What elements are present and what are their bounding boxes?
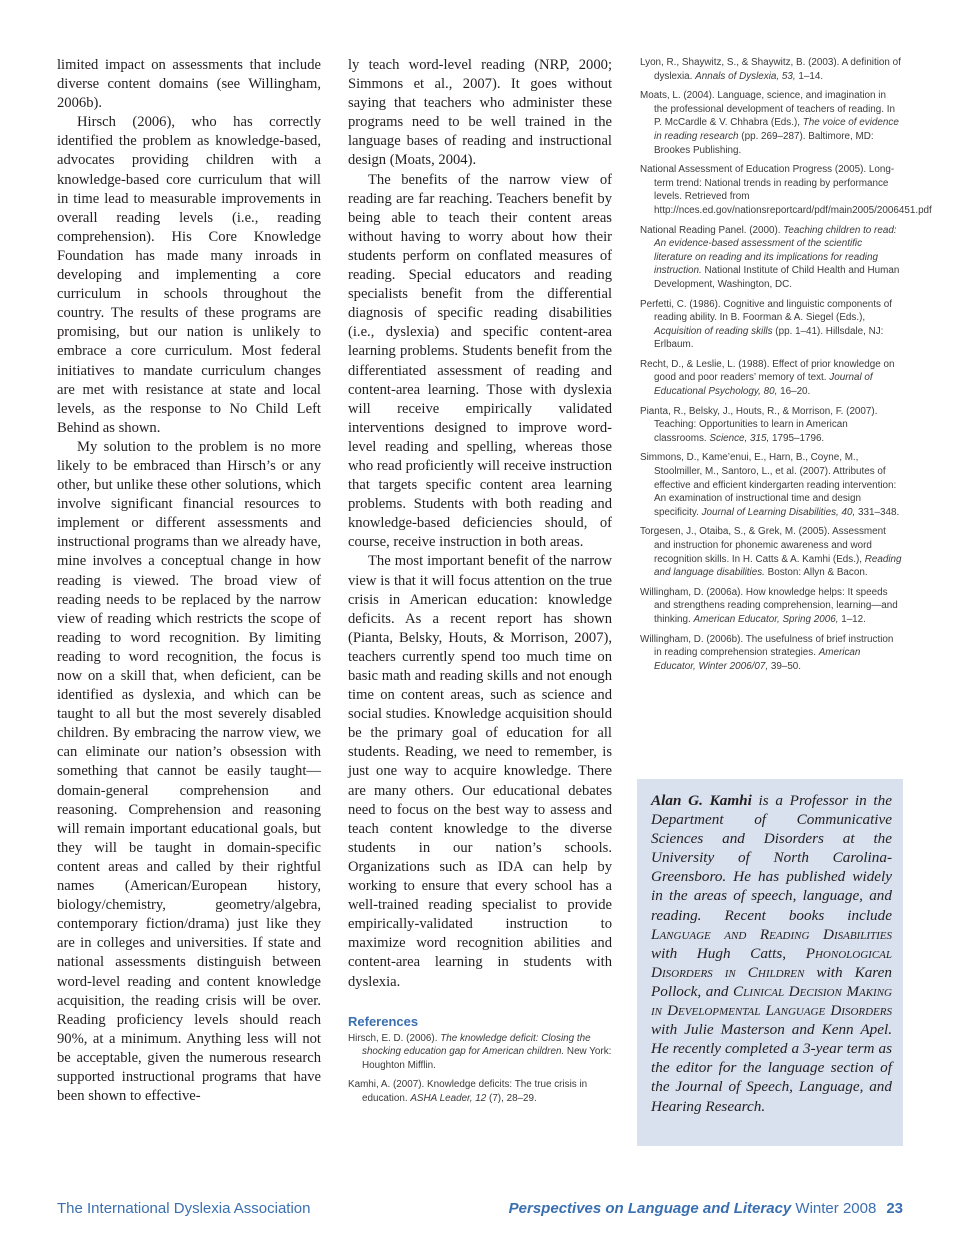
ref-title: Annals of Dyslexia, 53,	[695, 70, 796, 82]
ref-text: Willingham, D. (2006b). The usefulness of brief instruction in reading comprehension strategies.	[640, 633, 894, 659]
author-bio-box	[637, 779, 903, 1146]
ref-text: Lyon, R., Shaywitz, S., & Shaywitz, B. (2003). A definition of dyslexia.	[640, 57, 901, 82]
ref-text: (pp. 1–41). Hillsdale, NJ: Erlbaum.	[654, 325, 884, 351]
ref-text: 16–20.	[777, 386, 811, 398]
reference-entry	[640, 586, 902, 627]
ref-text: 39–50.	[768, 660, 802, 672]
ref-title: The voice of evidence in reading research	[654, 117, 899, 142]
ref-text: Willingham, D. (2006a). How knowledge helps: It speeds and strengthens reading comprehension, learning—and thinking.	[640, 586, 898, 625]
ref-text: New York: Houghton Mifflin.	[362, 1046, 612, 1071]
ref-title: Reading and language disabilities.	[654, 553, 902, 579]
ref-text: Torgesen, J., Otaiba, S., & Grek, M. (2005). Assessment and instruction for phonemic awareness and word recognition skills. In H. Catts & A. Kamhi (Eds.),	[640, 526, 886, 565]
ref-text: Simmons, D., Kame’enui, E., Harn, B., Coyne, M., Stoolmiller, M., Santoro, L., et al. (2007). Attributes of effective and efficient kindergarten reading intervention: An examination of instructional time and design specificity.	[640, 452, 897, 518]
footer-issue: Winter 2008	[791, 1200, 877, 1217]
reference-entry: National Assessment of Education Progress (2005). Long-term trend: National trends in reading by performance levels. Retrieved from http://nces.ed.gov/nationsreportcard/pdf/main2005/2006451.pdf	[640, 164, 932, 216]
ref-text: 1795–1796.	[769, 432, 825, 444]
page-footer	[57, 1200, 903, 1220]
body-paragraph: The most important benefit of the narrow view is that it will focus attention on the true crisis in American education: knowledge deficits. As a recent report has shown (Pianta, Belsky, Houts, & Morrison, 2007), teachers currently spend too much time on basic math and reading skills and not enough time on content areas, such as science and social studies. Knowledge acquisition should be the primary goal of education for all students. Reading, we need to remember, is just one way to acquire knowledge. There are many others. Our educational debates need to focus on the best way to assess and teach content knowledge to the diverse students in our nation’s schools. Organizations such as IDA can help by working to ensure that every school has a well-trained reading specialist to provide empirically-validated instruction to maximize word recognition abilities and content-area learning in students with dyslexia.	[348, 553, 612, 990]
column-right-references	[640, 56, 932, 679]
ref-title: American Educator, Spring 2006,	[693, 613, 839, 625]
page-number: 23	[886, 1200, 903, 1217]
ref-title: Journal of Educational Psychology, 80,	[654, 372, 873, 398]
bio-text: with Hugh Catts,	[651, 944, 806, 962]
ref-title: American Educator, Winter 2006/07,	[654, 647, 861, 672]
ref-text: Kamhi, A. (2007). Knowledge deficits: The true crisis in education.	[348, 1079, 588, 1104]
footer-journal-title: Perspectives on Language and Literacy	[508, 1200, 792, 1217]
body-paragraph: Hirsch (2006), who has correctly identified the problem as knowledge-based, advocates providing children with a knowledge-based core curriculum that will in time lead to measurable improvements in overall reading levels (i.e., reading comprehension). His Core Knowledge Foundation has made many inroads in developing and implementing a core curriculum in schools throughout the country. The results of these programs are promising, but our nation is unlikely to embrace a core curriculum. Most federal initiatives to mandate curriculum changes are met with resistance at state and local levels, as the response to No Child Left Behind as shown.	[57, 114, 321, 436]
ref-text: Recht, D., & Leslie, L. (1988). Effect of prior knowledge on good and poor readers’ memory of text.	[640, 358, 895, 384]
reference-entry	[640, 451, 902, 519]
body-paragraph: ly teach word-level reading (NRP, 2000; Simmons et al., 2007). It goes without saying that teachers who administer these programs need to be well trained in the language bases of reading and instructional design (Moats, 2004).	[348, 57, 612, 169]
ref-title: ASHA Leader, 12	[410, 1092, 487, 1104]
book-title: Phonological Disorders in Children	[651, 944, 892, 981]
ref-text: (pp. 269–287). Baltimore, MD: Brookes Publishing.	[654, 130, 874, 156]
footer-journal-info	[509, 1200, 903, 1217]
reference-entry	[640, 358, 902, 399]
body-paragraph: My solution to the problem is no more likely to be embraced than Hirsch’s or any other, but unlike these other solutions, which involve significant financial resources to implement or different assessments and instructional programs than we already have, mine involves a conceptual change in how reading is viewed. The broad view of reading needs to be replaced by the narrow view of reading which restricts the scope of reading to word recognition. By limiting reading to word recognition, the focus is now on a skill that, when deficient, can be identified as dyslexia, and which can be taught to all but the most severely disabled children. By embracing the narrow view, we can eliminate our nation’s obsession with something that cannot be easily taught—domain-general comprehension and reasoning. Comprehension and reasoning will remain important educational goals, but they will be taught in domain-specific content areas and called by their rightful names (American/European history, biology/chemistry, geometry/algebra, contemporary fiction/drama) just like they are in colleges and universities. If state and national assessments distinguish between word-level reading and content knowledge acquisition, the reading crisis will be over. Reading proficiency levels should reach 90%, at a minimum. Anything less will not be acceptable, given the numerous research supported instructional programs that have been shown to effective-	[57, 438, 321, 1105]
ref-title: Journal of Learning Disabilities, 40,	[701, 506, 856, 518]
bio-text: is a Professor in the Department of Communicative Sciences and Disorders at the University of North Carolina-Greensboro. He has published widely in the areas of speech, language, and reading. Recent books include	[651, 792, 892, 924]
reference-entry	[640, 405, 902, 446]
bio-text: with Karen Pollock, and	[651, 963, 892, 1000]
ref-title: Teaching children to read: An evidence-based assessment of the scientific literature on reading and its implications for reading instruction.	[654, 224, 897, 277]
ref-text: 1–12.	[838, 613, 866, 625]
ref-text: Moats, L. (2004). Language, science, and imagination in the professional development of teachers of reading. In P. McCardle & V. Chhabra (Eds.),	[640, 90, 895, 129]
ref-title: The knowledge deficit: Closing the shocking education gap for American children.	[362, 1032, 591, 1058]
book-title: Language and Reading Disabilities	[651, 925, 892, 943]
references-heading: References	[348, 1013, 419, 1029]
ref-text: Perfetti, C. (1986). Cognitive and linguistic components of reading ability. In B. Foorman & A. Siegel (Eds.),	[640, 298, 892, 324]
ref-text: Hirsch, E. D. (2006).	[348, 1032, 441, 1044]
ref-text: 331–348.	[855, 506, 900, 518]
ref-text: National Reading Panel. (2000).	[640, 224, 784, 236]
author-name: Alan G. Kamhi	[651, 792, 752, 809]
bio-text: with Julie Masterson and Kenn Apel. He recently completed a 3-year term as the editor for the language section of the Journal of Speech, Language, and Hearing Research.	[651, 1021, 892, 1115]
reference-entry	[640, 525, 902, 579]
ref-title: Science, 315,	[709, 432, 770, 444]
author-bio	[651, 791, 892, 1116]
book-title: Clinical Decision Making in Developmental Language Disorders	[651, 982, 892, 1020]
footer-organization: The International Dyslexia Association	[57, 1200, 311, 1217]
reference-entry	[640, 224, 902, 292]
body-paragraph: The benefits of the narrow view of reading are far reaching. Teachers benefit by being able to teach their content areas without having to worry about how their students perform on conflated measures of reading. Special educators and reading specialists benefit from the differential diagnosis of specific reading disabilities (i.e., dyslexia) and specific content-area learning problems. Students benefit from the differentiated assessment of reading and content-area learning. Those with dyslexia will receive empirically validated interventions designed to improve word-level reading and spelling, whereas those who read proficiently will receive instruction that targets specific content area learning problems. Students with both reading and knowledge-based deficiencies should, of course, receive instruction in both areas.	[348, 171, 612, 551]
reference-entry	[348, 1078, 612, 1105]
reference-entry	[640, 89, 902, 157]
ref-text: National Institute of Child Health and Human Development, Washington, DC.	[654, 265, 900, 290]
ref-text: Boston: Allyn & Bacon.	[764, 567, 868, 579]
reference-entry	[640, 56, 902, 83]
reference-entry	[640, 298, 902, 352]
reference-entry	[640, 633, 902, 674]
ref-text: 1–14.	[795, 70, 824, 82]
ref-title: Acquisition of reading skills	[654, 325, 773, 337]
column-middle	[348, 56, 612, 1112]
column-left	[57, 56, 321, 1106]
reference-entry	[348, 1032, 612, 1073]
ref-text: (7), 28–29.	[486, 1092, 537, 1104]
body-paragraph: limited impact on assessments that include diverse content domains (see Willingham, 2006b).	[57, 57, 321, 112]
ref-text: Pianta, R., Belsky, J., Houts, R., & Morrison, F. (2007). Teaching: Opportunities to learn in American classrooms.	[640, 405, 878, 444]
